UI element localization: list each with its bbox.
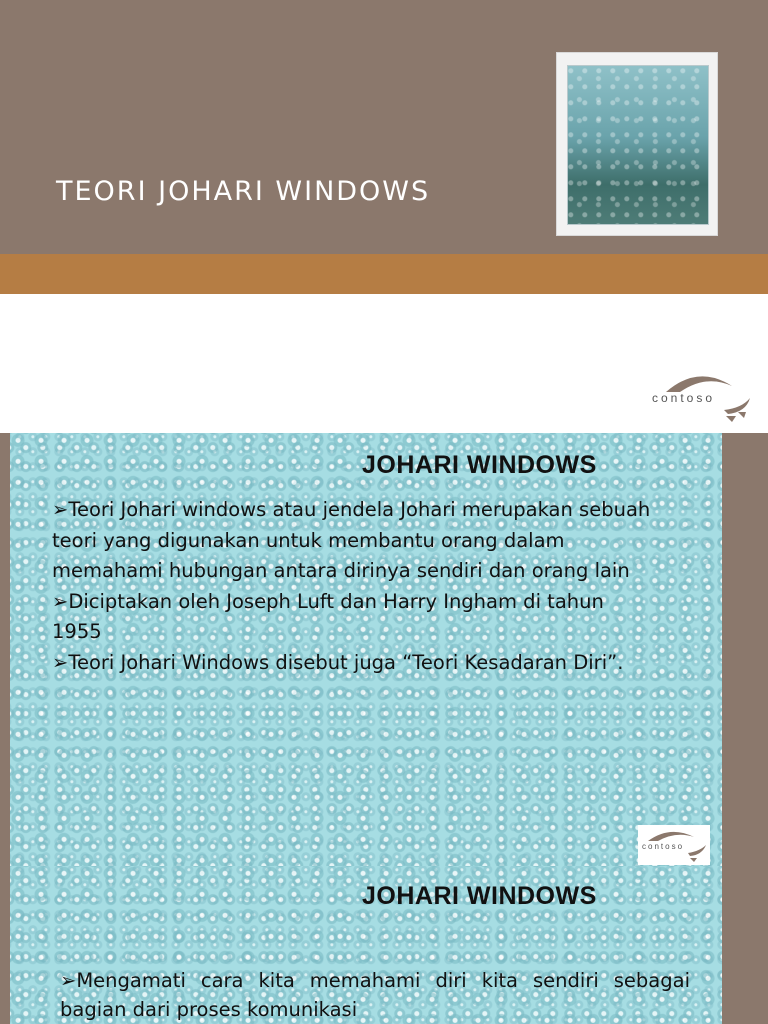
contoso-logo-icon <box>638 825 710 865</box>
bullet-item: ➢Teori Johari Windows disebut juga “Teori Kesadaran Diri”. <box>52 650 624 674</box>
slide-title-text: TEORI JOHARI WINDOWS <box>56 176 431 207</box>
arrow-bullet-icon: ➢ <box>60 969 77 992</box>
contoso-logo <box>646 368 758 426</box>
bullet-list <box>52 495 652 678</box>
slide-observation <box>0 866 768 1024</box>
water-drops-panel <box>10 433 722 866</box>
bullet-list <box>60 966 690 1024</box>
arrow-bullet-icon: ➢ <box>52 589 69 613</box>
contoso-logo-small <box>638 825 710 865</box>
accent-stripe <box>0 254 768 294</box>
bullet-item: ➢Diciptakan oleh Joseph Luft dan Harry Ingham di tahun 1955 <box>52 589 604 643</box>
arrow-bullet-icon: ➢ <box>52 498 69 521</box>
water-drops-panel <box>10 866 722 1024</box>
logo-text: contoso <box>652 391 716 405</box>
slide-title <box>0 0 768 433</box>
slide-heading: JOHARI WINDOWS <box>362 451 597 479</box>
slide-definition <box>0 433 768 866</box>
window-photo-frame <box>556 52 718 236</box>
rainy-window-image <box>567 65 709 225</box>
arrow-bullet-icon: ➢ <box>52 650 69 674</box>
bullet-item: ➢Teori Johari windows atau jendela Johari merupakan sebuah teori yang digunakan untuk membantu orang dalam memahami hubungan antara dirinya sendiri dan orang lain <box>52 498 651 582</box>
bullet-item: Mengamati cara kita memahami diri kita sendiri sebagai bagian dari proses komunikasi <box>60 969 690 1021</box>
svg-text:contoso: contoso <box>642 842 685 851</box>
slide-heading: JOHARI WINDOWS <box>362 882 597 910</box>
